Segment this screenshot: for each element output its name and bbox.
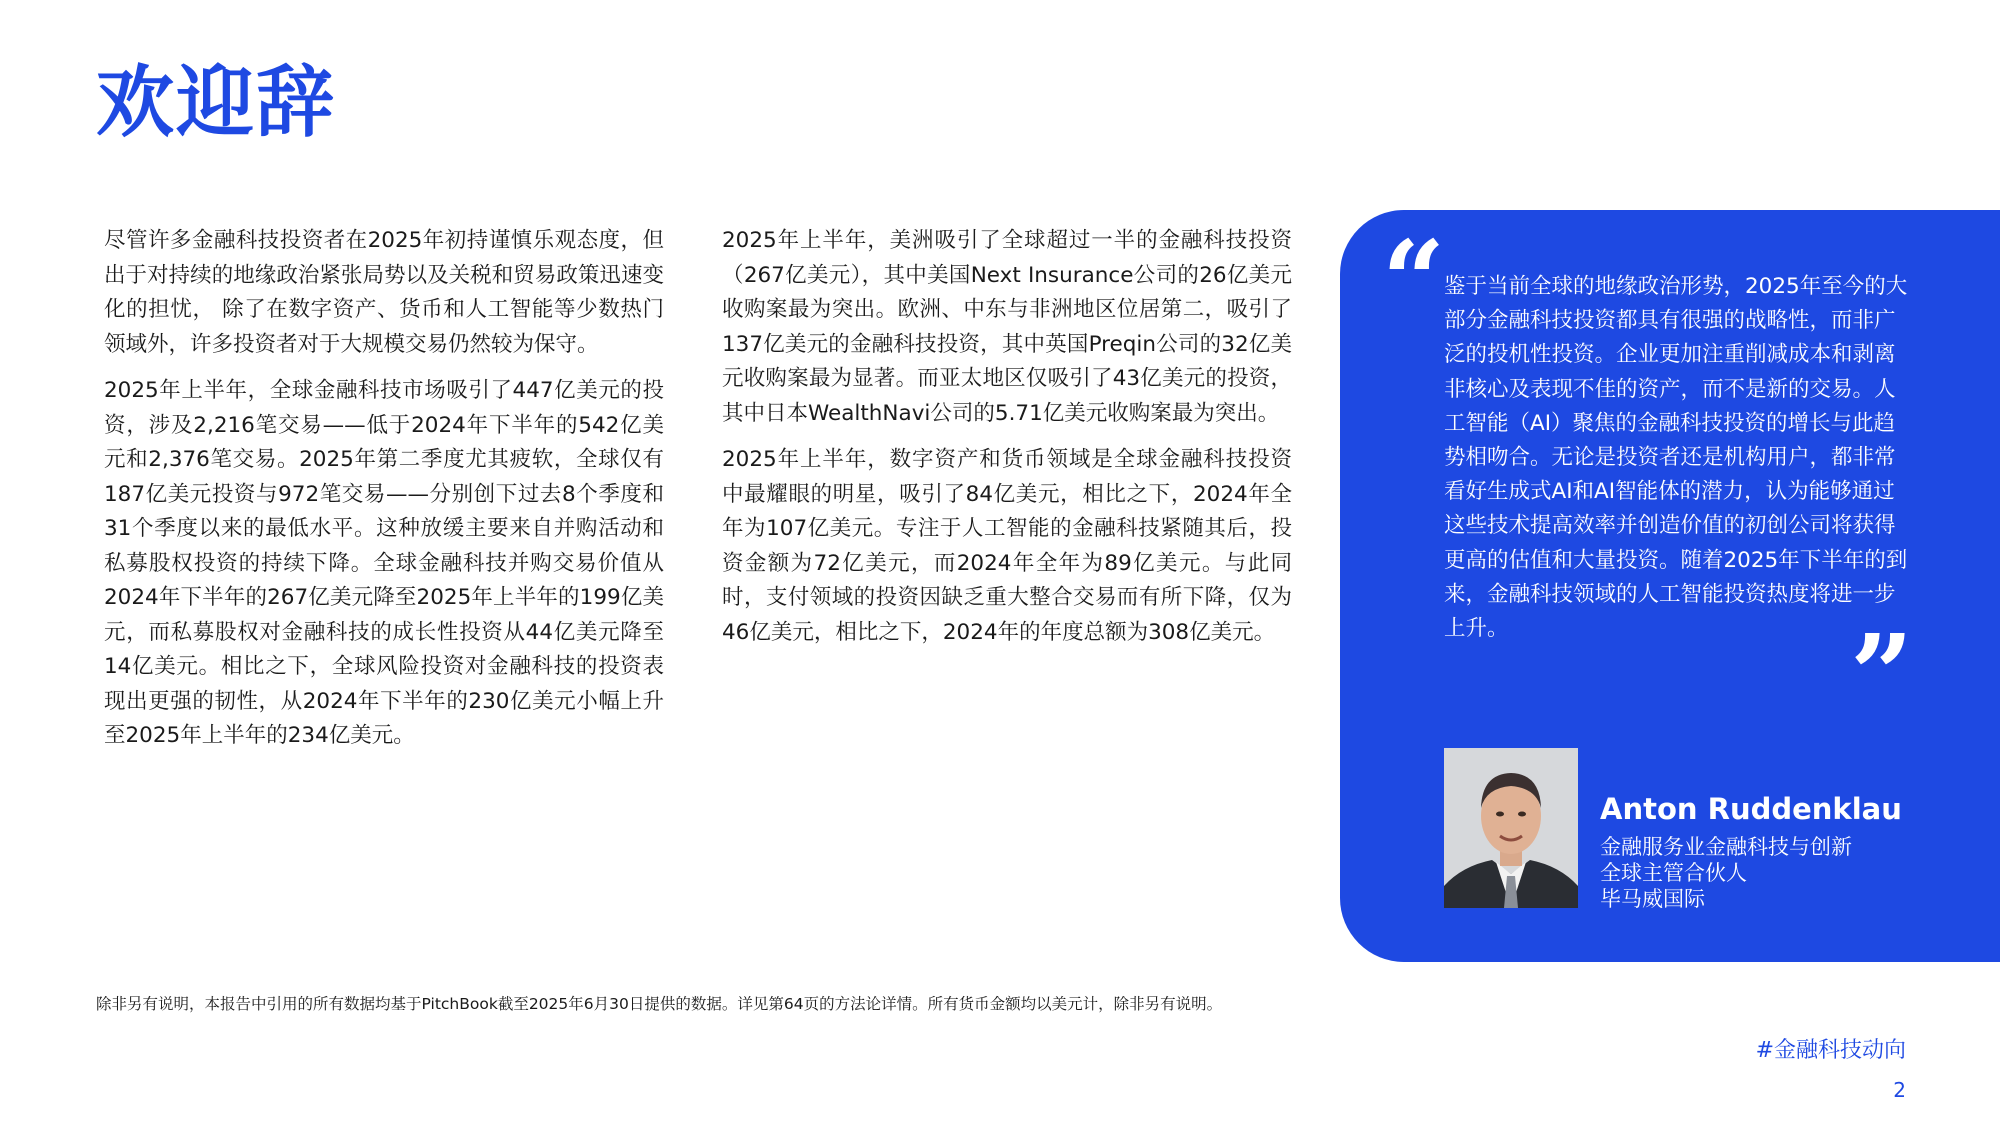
paragraph: 尽管许多金融科技投资者在2025年初持谨慎乐观态度，但出于对持续的地缘政治紧张局势以及关税和贸易政策迅速变化的担忧， 除了在数字资产、货币和人工智能等少数热门领域外，许多投资者对于大规模交易仍然较为保守。 — [104, 228, 664, 357]
person-title-line: 全球主管合伙人 — [1600, 861, 1747, 885]
portrait-icon — [1444, 748, 1578, 908]
quote-panel — [1340, 210, 2000, 962]
page-title: 欢迎辞 — [96, 58, 337, 148]
left-text-column — [104, 224, 664, 766]
paragraph: 2025年上半年，数字资产和货币领域是全球金融科技投资中最耀眼的明星，吸引了84亿美元，相比之下，2024年全年为107亿美元。专注于人工智能的金融科技紧随其后，投资金额为72亿美元，而2024年全年为89亿美元。与此同时，支付领域的投资因缺乏重大整合交易而有所下降，仅为46亿美元，相比之下，2024年的年度总额为308亿美元。 — [722, 447, 1292, 645]
open-quote-icon: “ — [1382, 216, 1446, 345]
paragraph: 2025年上半年，美洲吸引了全球超过一半的金融科技投资（267亿美元），其中美国Next Insurance公司的26亿美元收购案最为突出。欧洲、中东与非洲地区位居第二，吸引了137亿美元的金融科技投资，其中英国Preqin公司的32亿美元收购案最为显著。而亚太地区仅吸引了43亿美元的投资，其中日本WealthNavi公司的5.71亿美元收购案最为突出。 — [722, 228, 1292, 426]
page-number: 2 — [1893, 1078, 1906, 1102]
person-photo — [1444, 748, 1578, 908]
person-title-line: 毕马威国际 — [1600, 887, 1705, 911]
footnote: 除非另有说明，本报告中引用的所有数据均基于PitchBook截至2025年6月30日提供的数据。详见第64页的方法论详情。所有货币金额均以美元计，除非另有说明。 — [96, 995, 1223, 1013]
person-title — [1600, 834, 1852, 912]
person-name: Anton Ruddenklau — [1600, 792, 1902, 826]
middle-text-column — [722, 224, 1292, 662]
person-title-line: 金融服务业金融科技与创新 — [1600, 835, 1852, 859]
hashtag-link[interactable]: #金融科技动向 — [1755, 1038, 1906, 1063]
paragraph: 2025年上半年，全球金融科技市场吸引了447亿美元的投资，涉及2,216笔交易——低于2024年下半年的542亿美元和2,376笔交易。2025年第二季度尤其疲软，全球仅有187亿美元投资与972笔交易——分别创下过去8个季度和31个季度以来的最低水平。这种放缓主要来自并购活动和私募股权投资的持续下降。全球金融科技并购交易价值从2024年下半年的267亿美元降至2025年上半年的199亿美元，而私募股权对金融科技的成长性投资从44亿美元降至14亿美元。相比之下，全球风险投资对金融科技的投资表现出更强的韧性，从2024年下半年的230亿美元小幅上升至2025年上半年的234亿美元。 — [104, 378, 664, 748]
close-quote-icon: ” — [1850, 610, 1914, 739]
quote-text: 鉴于当前全球的地缘政治形势，2025年至今的大部分金融科技投资都具有很强的战略性，而非广泛的投机性投资。企业更加注重削减成本和剥离非核心及表现不佳的资产，而不是新的交易。人工智能（AI）聚焦的金融科技投资的增长与此趋势相吻合。无论是投资者还是机构用户，都非常看好生成式AI和AI智能体的潜力，认为能够通过这些技术提高效率并创造价值的初创公司将获得更高的估值和大量投资。随着2025年下半年的到来，金融科技领域的人工智能投资热度将进一步上升。 — [1444, 274, 1908, 642]
